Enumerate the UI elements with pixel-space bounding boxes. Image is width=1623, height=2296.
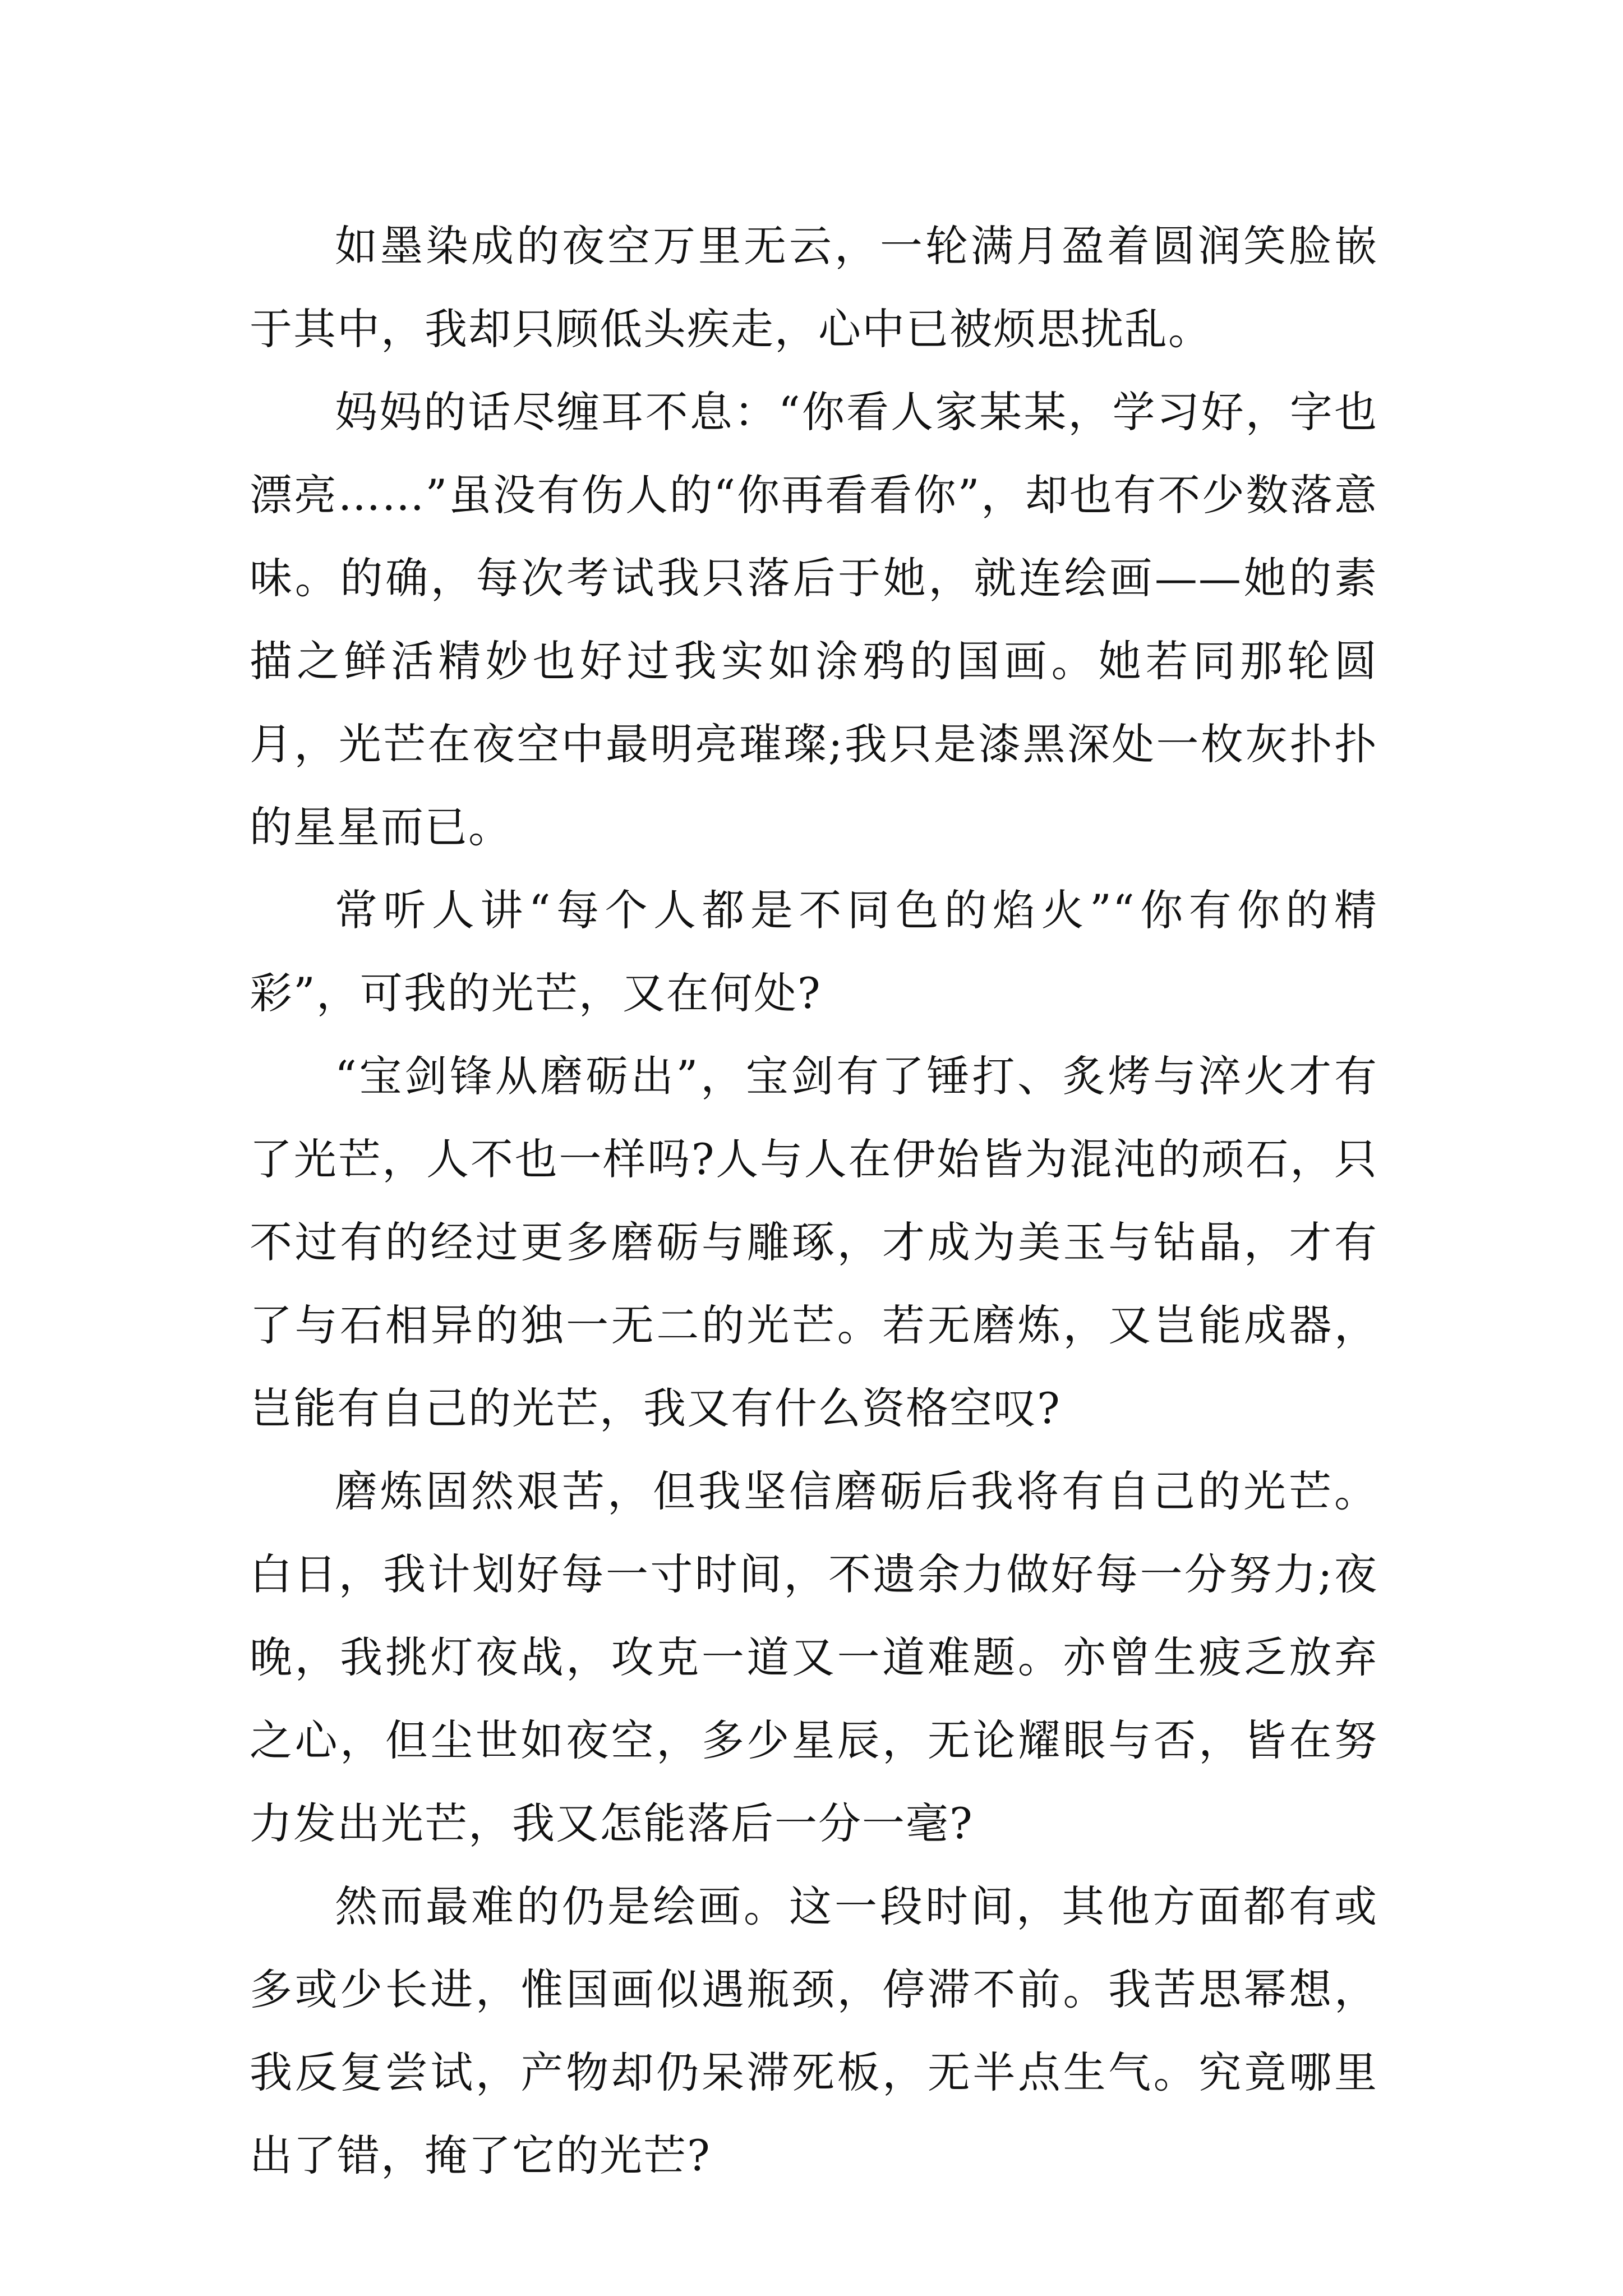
essay-body [250,205,1378,2197]
paragraph-6: 然而最难的仍是绘画。这一段时间，其他方面都有或多或少长进，惟国画似遇瓶颈，停滞不前。我苦思幂想，我反复尝试，产物却仍呆滞死板，无半点生气。究竟哪里出了错，掩了它的光芒? [250,1881,1378,2180]
paragraph-3: 常听人讲“每个人都是不同色的焰火”“你有你的精彩”，可我的光芒，又在何处? [250,885,1378,1018]
paragraph-2: 妈妈的话尽缠耳不息：“你看人家某某，学习好，字也漂亮……”虽没有伤人的“你再看看你”，却也有不少数落意味。的确，每次考试我只落后于她，就连绘画——她的素描之鲜活精妙也好过我实如涂鸦的国画。她若同那轮圆月，光芒在夜空中最明亮璀璨;我只是漆黑深处一枚灰扑扑的星星而已。 [250,387,1378,852]
paragraph-1: 如墨染成的夜空万里无云，一轮满月盈着圆润笑脸嵌于其中，我却只顾低头疾走，心中已被烦思扰乱。 [250,221,1378,354]
paragraph-5: 磨炼固然艰苦，但我坚信磨砺后我将有自己的光芒。白日，我计划好每一寸时间，不遗余力做好每一分努力;夜晚，我挑灯夜战，攻克一道又一道难题。亦曾生疲乏放弃之心，但尘世如夜空，多少星辰，无论耀眼与否，皆在努力发出光芒，我又怎能落后一分一毫? [250,1466,1378,1848]
paragraph-4: “宝剑锋从磨砺出”，宝剑有了锤打、炙烤与淬火才有了光芒，人不也一样吗?人与人在伊始皆为混沌的顽石，只不过有的经过更多磨砺与雕琢，才成为美玉与钻晶，才有了与石相异的独一无二的光芒。若无磨炼，又岂能成器，岂能有自己的光芒，我又有什么资格空叹? [250,1051,1378,1433]
